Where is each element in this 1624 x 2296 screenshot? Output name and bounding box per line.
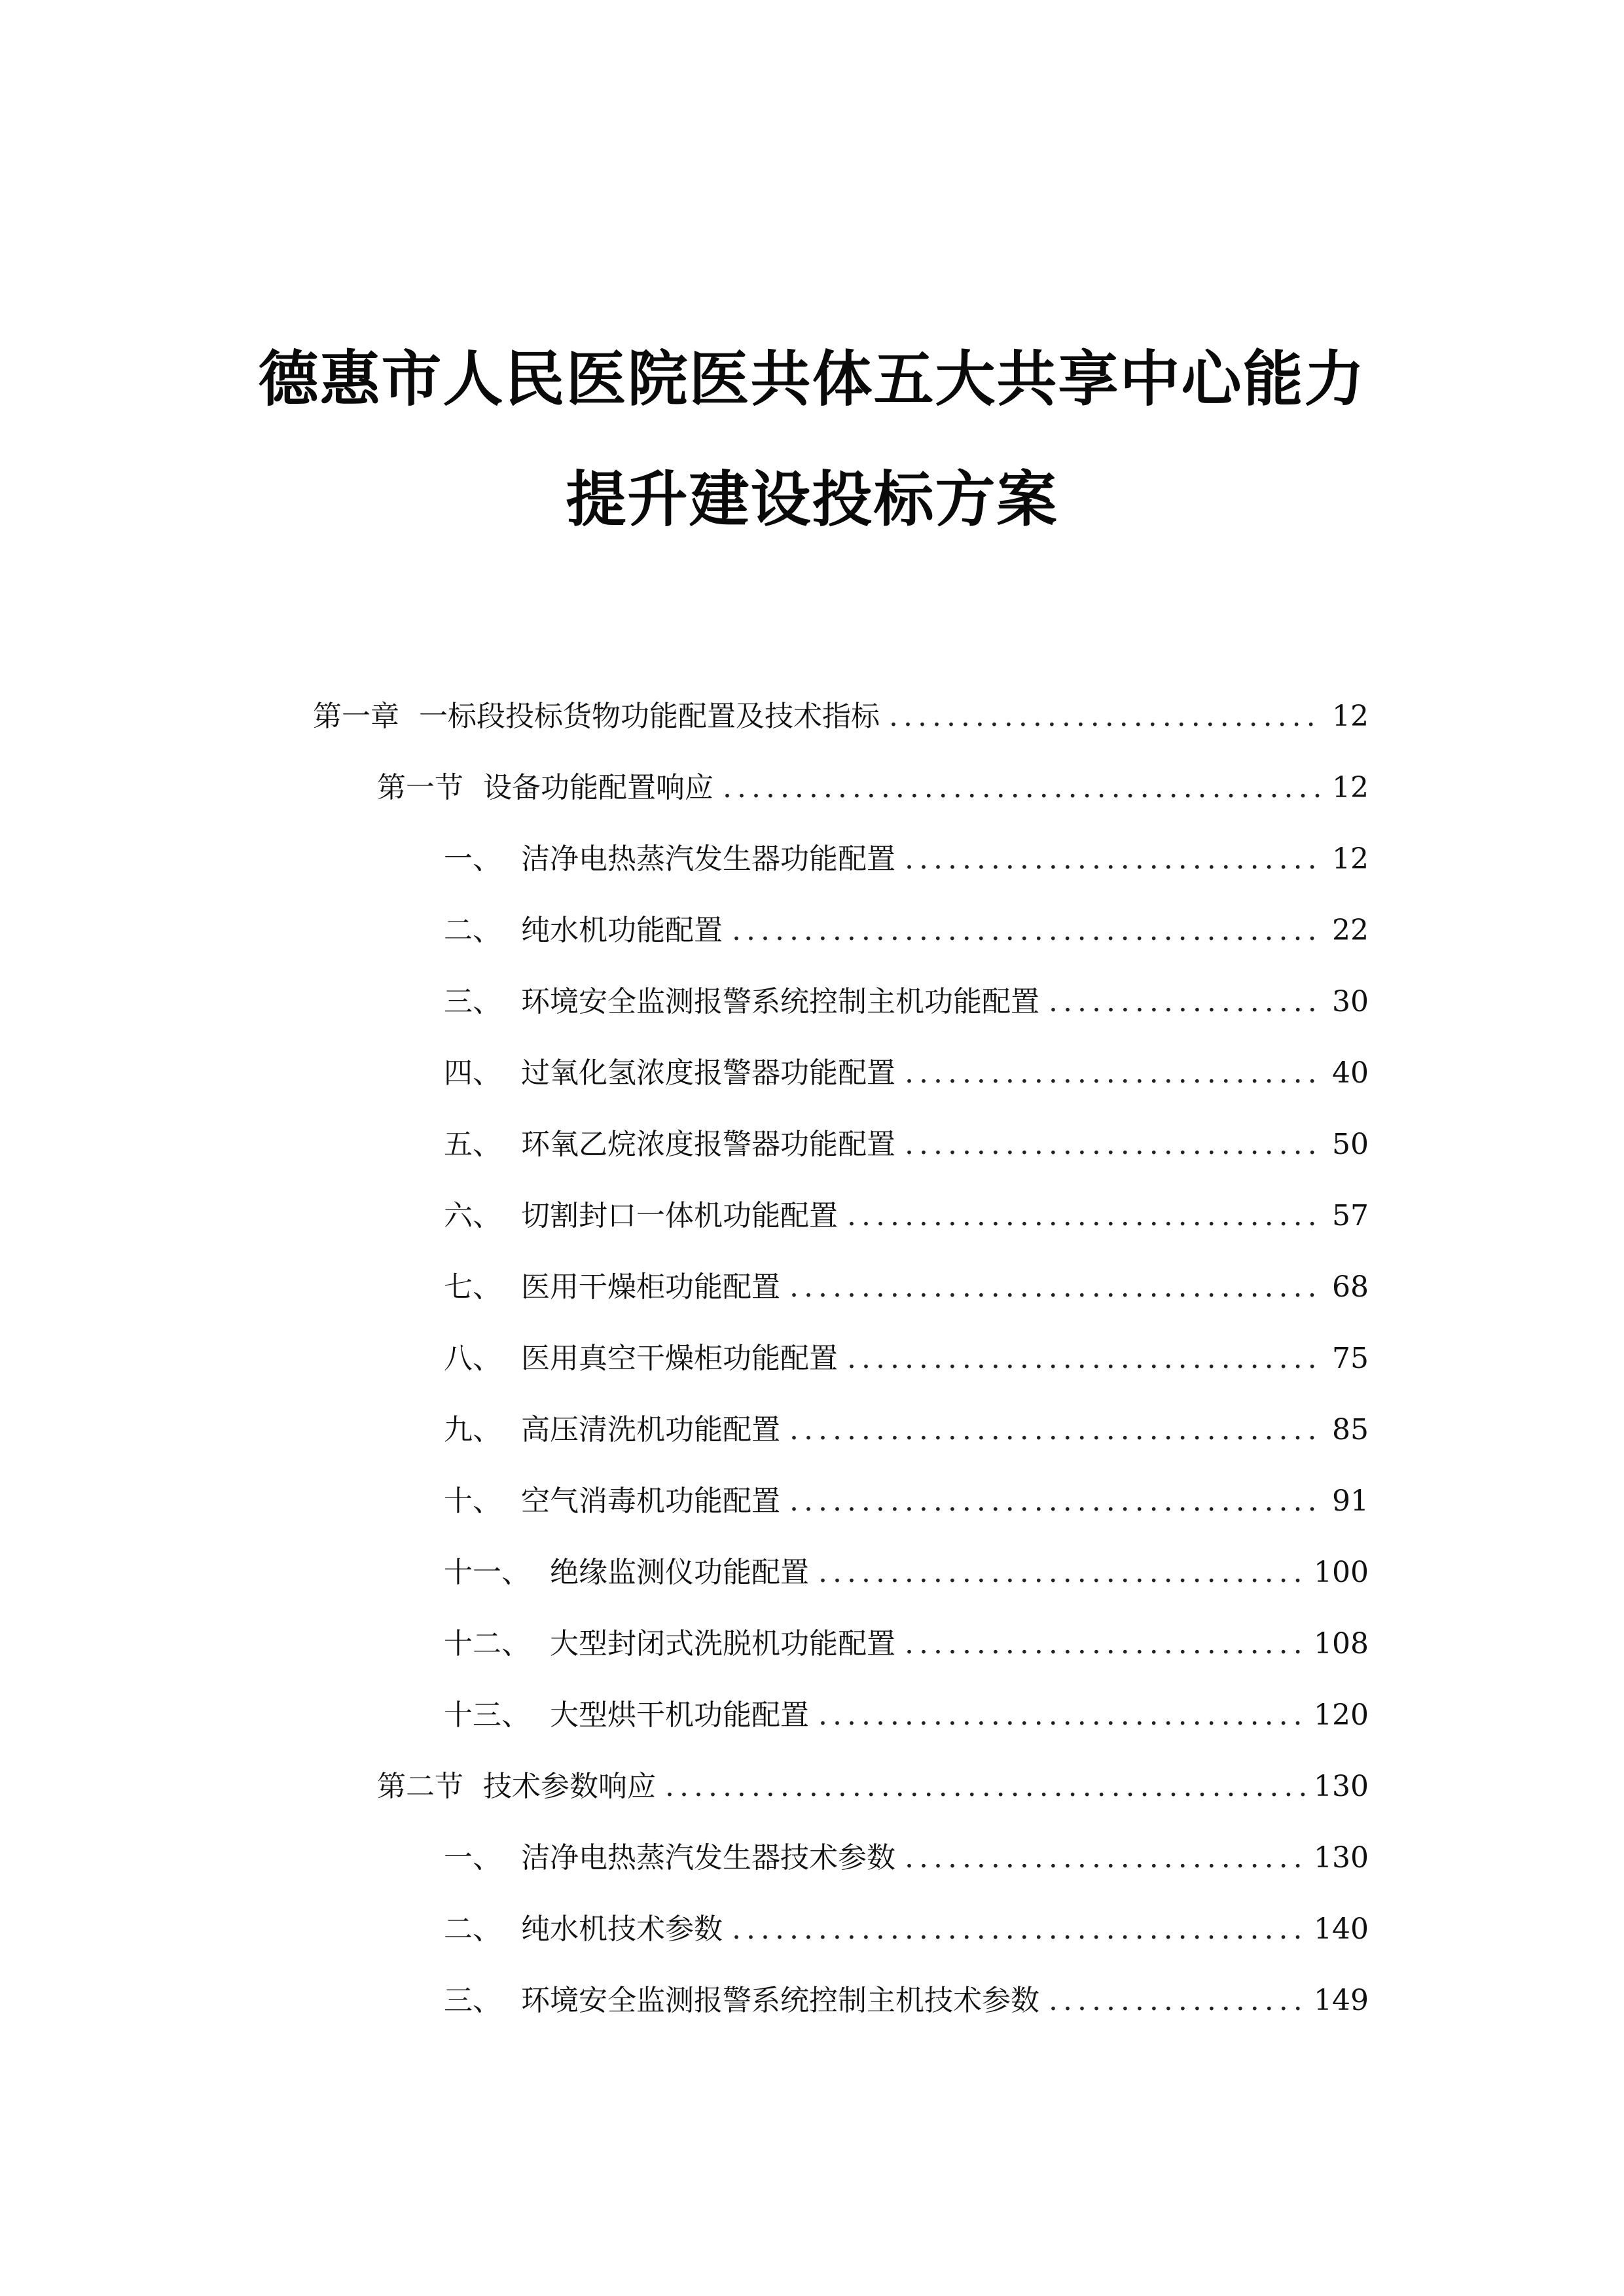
toc-entry-title: 设备功能配置响应 <box>483 771 713 804</box>
toc-entry[interactable] <box>313 694 1369 740</box>
toc-entry[interactable] <box>444 1907 1369 1952</box>
toc-entry-number: 七、 <box>444 1270 501 1304</box>
toc-dot-leader <box>905 1621 1305 1667</box>
toc-entry-number: 十三、 <box>444 1698 530 1732</box>
toc-entry-title: 洁净电热蒸汽发生器功能配置 <box>521 842 895 876</box>
toc-dot-leader <box>789 1407 1323 1453</box>
toc-dot-leader <box>905 1050 1323 1096</box>
toc-entry-number: 一、 <box>444 1841 501 1874</box>
toc-dot-leader <box>1049 1978 1305 2024</box>
toc-entry[interactable] <box>444 1336 1369 1382</box>
toc-entry[interactable] <box>444 1978 1369 2024</box>
toc-dot-leader <box>847 1336 1323 1382</box>
toc-dot-leader <box>847 1193 1323 1239</box>
toc-entry[interactable] <box>444 1265 1369 1310</box>
toc-entry-title: 空气消毒机功能配置 <box>521 1484 780 1518</box>
toc-entry[interactable] <box>444 1193 1369 1239</box>
toc-entry[interactable] <box>444 1479 1369 1524</box>
toc-entry-page: 100 <box>1314 1556 1369 1589</box>
toc-dot-leader <box>905 836 1323 882</box>
toc-entry-title: 大型封闭式洗脱机功能配置 <box>550 1627 895 1660</box>
document-title-line-2: 提升建设投标方案 <box>566 465 1058 535</box>
toc-dot-leader <box>665 1764 1305 1810</box>
toc-entry-page: 130 <box>1314 1841 1369 1874</box>
toc-entry-page: 12 <box>1332 771 1369 804</box>
toc-entry-title: 技术参数响应 <box>483 1770 656 1803</box>
toc-dot-leader <box>732 1907 1305 1952</box>
toc-entry-number: 三、 <box>444 985 501 1018</box>
toc-entry-title: 切割封口一体机功能配置 <box>521 1199 838 1232</box>
toc-entry-page: 40 <box>1332 1056 1369 1090</box>
toc-entry-page: 68 <box>1332 1270 1369 1304</box>
toc-entry-page: 108 <box>1314 1627 1369 1660</box>
toc-entry-number: 二、 <box>444 1912 501 1946</box>
toc-entry-number: 一、 <box>444 842 501 876</box>
toc-entry[interactable] <box>377 1764 1369 1810</box>
toc-entry-page: 140 <box>1314 1912 1369 1946</box>
toc-entry-title: 环境安全监测报警系统控制主机功能配置 <box>521 985 1039 1018</box>
toc-entry[interactable] <box>444 1122 1369 1168</box>
toc-entry-page: 50 <box>1332 1128 1369 1161</box>
toc-entry-page: 85 <box>1332 1413 1369 1446</box>
toc-entry-page: 149 <box>1314 1984 1369 2017</box>
toc-entry[interactable] <box>377 765 1369 811</box>
toc-entry[interactable] <box>444 1621 1369 1667</box>
toc-entry[interactable] <box>444 1050 1369 1096</box>
toc-entry-number: 八、 <box>444 1342 501 1375</box>
toc-dot-leader <box>789 1265 1323 1310</box>
toc-entry[interactable] <box>444 1835 1369 1881</box>
toc-entry-page: 30 <box>1332 985 1369 1018</box>
toc-entry-title: 绝缘监测仪功能配置 <box>550 1556 809 1589</box>
toc-entry-title: 环氧乙烷浓度报警器功能配置 <box>521 1128 895 1161</box>
toc-entry-number: 九、 <box>444 1413 501 1446</box>
toc-entry-number: 十二、 <box>444 1627 530 1660</box>
toc-entry-title: 纯水机技术参数 <box>521 1912 723 1946</box>
toc-dot-leader <box>789 1479 1323 1524</box>
toc-entry-title: 医用干燥柜功能配置 <box>521 1270 780 1304</box>
toc-dot-leader <box>1049 979 1323 1025</box>
toc-entry[interactable] <box>444 1407 1369 1453</box>
toc-entry-page: 120 <box>1314 1698 1369 1732</box>
toc-entry-page: 57 <box>1332 1199 1369 1232</box>
toc-entry-number: 六、 <box>444 1199 501 1232</box>
toc-entry[interactable] <box>444 836 1369 882</box>
toc-entry-page: 91 <box>1332 1484 1369 1518</box>
toc-entry-page: 75 <box>1332 1342 1369 1375</box>
toc-entry-number: 三、 <box>444 1984 501 2017</box>
toc-dot-leader <box>889 694 1323 740</box>
toc-entry-number: 第二节 <box>377 1770 463 1803</box>
toc-entry-title: 高压清洗机功能配置 <box>521 1413 780 1446</box>
toc-dot-leader <box>818 1550 1305 1596</box>
document-title-line-1: 德惠市人民医院医共体五大共享中心能力 <box>258 344 1366 414</box>
toc-entry-title: 大型烘干机功能配置 <box>550 1698 809 1732</box>
toc-entry-title: 医用真空干燥柜功能配置 <box>521 1342 838 1375</box>
toc-entry-number: 十一、 <box>444 1556 530 1589</box>
toc-entry-number: 第一章 <box>313 700 399 733</box>
toc-entry-title: 过氧化氢浓度报警器功能配置 <box>521 1056 895 1090</box>
toc-entry[interactable] <box>444 979 1369 1025</box>
toc-entry[interactable] <box>444 908 1369 954</box>
toc-dot-leader <box>905 1835 1305 1881</box>
toc-entry-title: 一标段投标货物功能配置及技术指标 <box>419 700 880 733</box>
toc-entry-number: 第一节 <box>377 771 463 804</box>
toc-entry-number: 十、 <box>444 1484 501 1518</box>
toc-entry-page: 12 <box>1332 842 1369 876</box>
toc-entry-page: 130 <box>1314 1770 1369 1803</box>
toc-entry-title: 洁净电热蒸汽发生器技术参数 <box>521 1841 895 1874</box>
toc-entry-number: 五、 <box>444 1128 501 1161</box>
toc-entry-number: 二、 <box>444 914 501 947</box>
toc-dot-leader <box>905 1122 1323 1168</box>
toc-dot-leader <box>818 1693 1305 1738</box>
toc-entry[interactable] <box>444 1550 1369 1596</box>
toc-entry-title: 纯水机功能配置 <box>521 914 723 947</box>
toc-dot-leader <box>732 908 1323 954</box>
toc-entry-page: 12 <box>1332 700 1369 733</box>
toc-dot-leader <box>723 765 1323 811</box>
toc-entry[interactable] <box>444 1693 1369 1738</box>
toc-entry-page: 22 <box>1332 914 1369 947</box>
toc-entry-number: 四、 <box>444 1056 501 1090</box>
toc-entry-title: 环境安全监测报警系统控制主机技术参数 <box>521 1984 1039 2017</box>
